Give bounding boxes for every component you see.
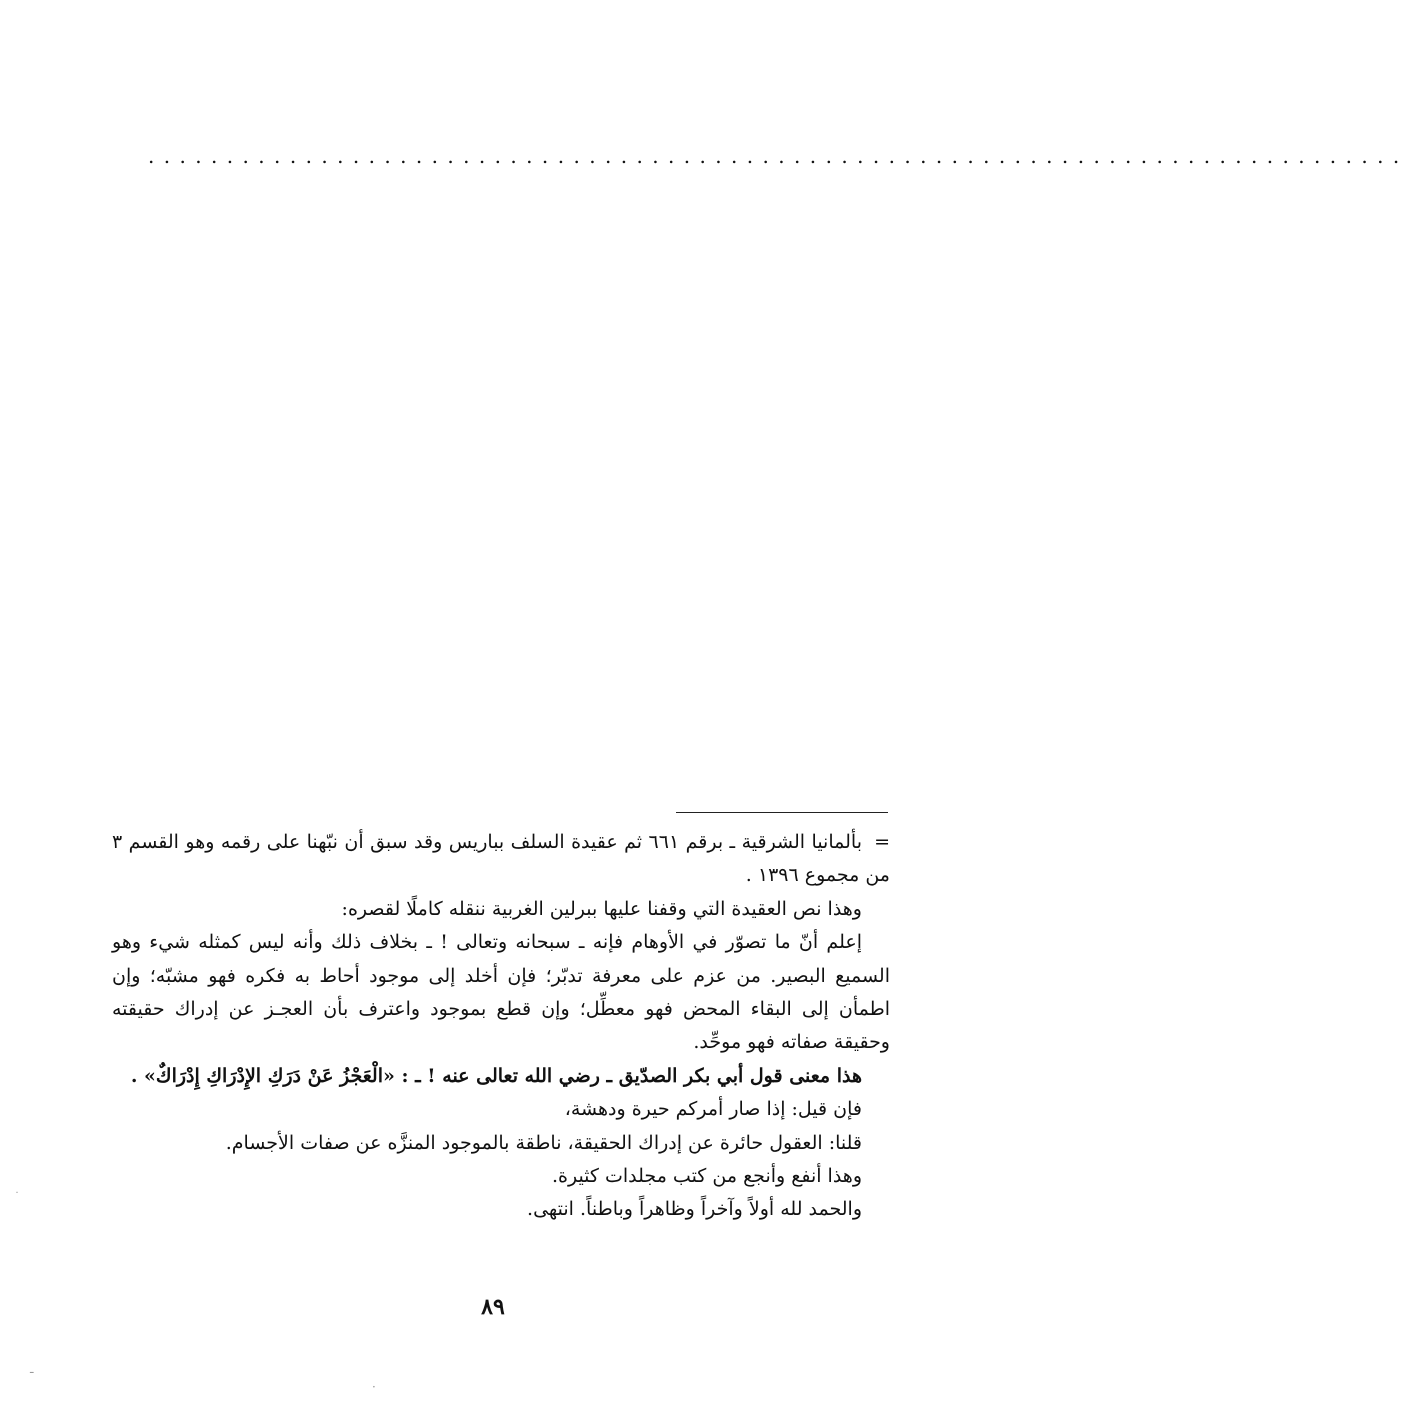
footnote-line-2: من مجموع ١٣٩٦ . (745, 864, 890, 887)
footnote-line-7: وحقيقة صفاته فهو موحِّد. (693, 1031, 890, 1054)
footnote-line-1 (112, 826, 890, 859)
continuation-mark: = (874, 831, 890, 853)
dotted-separator: ................................................................................ (148, 144, 1409, 168)
footnote-line-3: وهذا نص العقيدة التي وقفنا عليها ببرلين الغربية ننقله كاملًا لقصره: (341, 897, 862, 920)
scan-speck: ـ (30, 1362, 34, 1376)
footnote-line-1-text: بألمانيا الشرقية ـ برقم ٦٦١ ثم عقيدة السلف بباريس وقد سبق أن نبّهنا على رقمه وهو القسم ٣ (112, 831, 862, 853)
footnote-block (112, 826, 890, 1227)
footnote-line-8: هذا معنى قول أبي بكر الصدّيق ـ رضي الله تعالى عنه ! ـ : «الْعَجْزُ عَنْ دَرَكِ الإِدْرَاكِ إِدْرَاكٌ» . (130, 1064, 862, 1087)
scan-speck: · (372, 1380, 376, 1394)
footnote-line-11: وهذا أنفع وأنجع من كتب مجلدات كثيرة. (551, 1164, 862, 1187)
footnote-line-6: اطمأن إلى البقاء المحض فهو معطِّل؛ وإن قطع بموجود واعترف بأن العجـز عن إدراك حقيقته (112, 997, 890, 1020)
scan-speck: ˙ (14, 1190, 20, 1204)
page-number: ٨٩ (481, 1294, 505, 1320)
footnote-line-5: السميع البصير. من عزم على معرفة تدبّر؛ فإن أخلد إلى موجود أحاط به فكره فهو مشبّه؛ وإن (112, 964, 890, 987)
footnote-line-10: قلنا: العقول حائرة عن إدراك الحقيقة، ناطقة بالموجود المنزَّه عن صفات الأجسام. (225, 1131, 862, 1154)
footnote-line-4: إعلم أنّ ما تصوّر في الأوهام فإنه ـ سبحانه وتعالى ! ـ بخلاف ذلك وأنه ليس كمثله شيء وهو (112, 931, 862, 954)
footnote-line-9: فإن قيل: إذا صار أمركم حيرة ودهشة، (564, 1098, 862, 1121)
footnote-rule (676, 812, 888, 813)
footnote-line-12: والحمد لله أولاً وآخراً وظاهراً وباطناً. انتهى. (527, 1198, 862, 1221)
